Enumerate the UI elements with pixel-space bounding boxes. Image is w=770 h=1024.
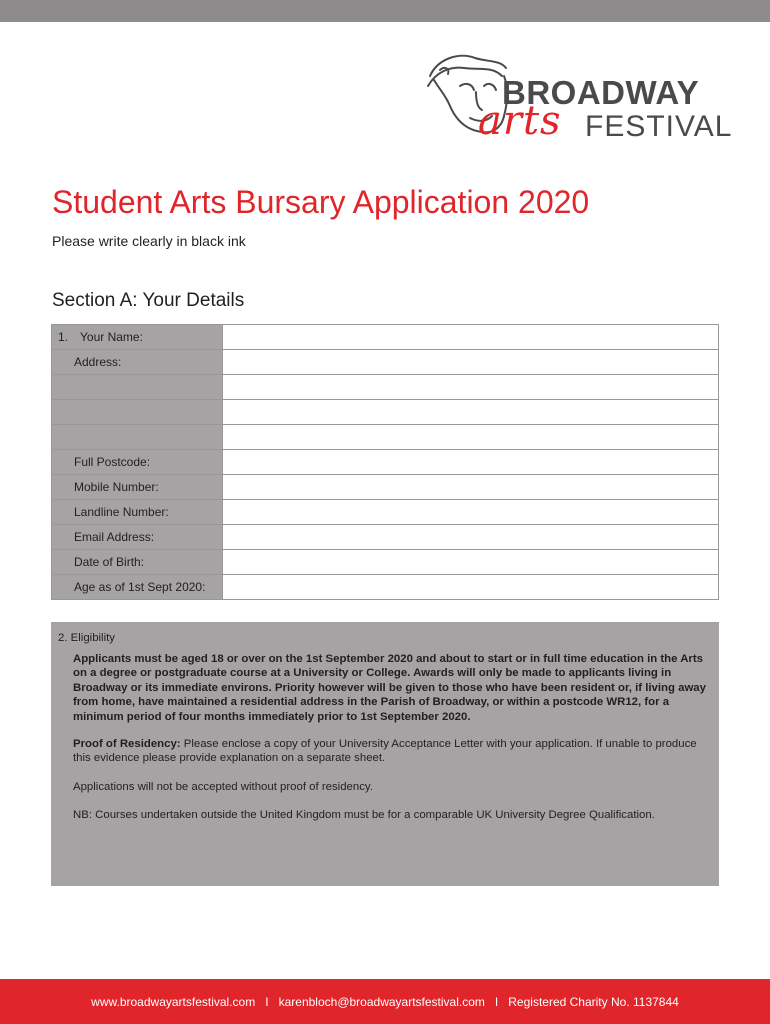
form-input-field[interactable] xyxy=(223,550,719,575)
form-row xyxy=(52,325,719,350)
footer-website-link[interactable]: www.broadwayartsfestival.com xyxy=(91,994,256,1009)
form-row xyxy=(52,575,719,600)
details-form-table xyxy=(51,324,719,600)
form-row xyxy=(52,375,719,400)
form-row-label: Your Name: xyxy=(80,330,143,344)
form-input-field[interactable] xyxy=(223,475,719,500)
broadway-arts-festival-logo xyxy=(420,46,733,156)
eligibility-heading: 2. Eligibility xyxy=(58,632,115,644)
form-row-label-cell xyxy=(52,325,223,350)
form-row-label: Date of Birth: xyxy=(74,555,145,569)
page-title: Student Arts Bursary Application 2020 xyxy=(52,184,590,220)
footer-charity-number: Registered Charity No. 1137844 xyxy=(508,994,679,1009)
proof-of-residency-text: Please enclose a copy of your University Acceptance Letter with your application. If unable to produce this evidence please provide explanation on a separate sheet. xyxy=(73,737,697,765)
form-input-field[interactable] xyxy=(223,525,719,550)
section-a-heading: Section A: Your Details xyxy=(52,290,245,311)
form-row xyxy=(52,550,719,575)
form-row xyxy=(52,350,719,375)
form-row-label-cell xyxy=(52,550,223,575)
form-row-label-cell xyxy=(52,475,223,500)
form-row-label: Mobile Number: xyxy=(74,480,159,494)
page-subtitle: Please write clearly in black ink xyxy=(52,233,246,249)
form-input-field[interactable] xyxy=(223,400,719,425)
logo-festival-text: FESTIVAL xyxy=(585,110,733,143)
form-row xyxy=(52,500,719,525)
form-row xyxy=(52,450,719,475)
form-input-field[interactable] xyxy=(223,325,719,350)
form-row-label: Address: xyxy=(74,355,122,369)
form-row-number: 1. xyxy=(58,330,69,344)
proof-of-residency-label: Proof of Residency: xyxy=(73,737,181,750)
footer-bar xyxy=(0,979,770,1024)
form-row-label-cell xyxy=(52,575,223,600)
form-row-label-cell xyxy=(52,525,223,550)
logo-arts-text: arts xyxy=(478,98,562,144)
form-row-label-cell xyxy=(52,400,223,425)
footer-separator: I xyxy=(494,994,499,1009)
top-bar xyxy=(0,0,770,22)
form-row-label-cell xyxy=(52,425,223,450)
eligibility-panel xyxy=(51,622,719,886)
footer-email-link[interactable]: karenbloch@broadwayartsfestival.com xyxy=(278,994,485,1009)
proof-of-residency-paragraph xyxy=(73,737,707,766)
form-row-label: Full Postcode: xyxy=(74,455,151,469)
form-row-label: Age as of 1st Sept 2020: xyxy=(74,580,206,594)
form-input-field[interactable] xyxy=(223,375,719,400)
form-row-label-cell xyxy=(52,450,223,475)
form-row xyxy=(52,475,719,500)
form-row-label: Landline Number: xyxy=(74,505,169,519)
form-input-field[interactable] xyxy=(223,425,719,450)
form-row-label-cell xyxy=(52,350,223,375)
footer-separator: I xyxy=(265,994,269,1009)
form-row xyxy=(52,425,719,450)
form-row xyxy=(52,525,719,550)
form-row xyxy=(52,400,719,425)
residency-note: Applications will not be accepted without proof of residency. xyxy=(73,780,373,793)
form-input-field[interactable] xyxy=(223,350,719,375)
nb-note: NB: Courses undertaken outside the United Kingdom must be for a comparable UK University Degree Qualification. xyxy=(73,809,655,822)
form-input-field[interactable] xyxy=(223,450,719,475)
form-input-field[interactable] xyxy=(223,500,719,525)
eligibility-requirements: Applicants must be aged 18 or over on the 1st September 2020 and about to start or in full time education in the Arts on a degree or postgraduate course at a University or College. Awards will only be made to applicants living in Broadway or its immediate environs. Priority however will be given to those who have been resident or, if living away from home, have maintained a residential address in the Parish of Broadway, or within a postcode WR12, for a minimum period of four months immediately prior to 1st September 2020. xyxy=(73,652,706,723)
logo-broadway-text: BROADWAY xyxy=(502,74,700,111)
form-row-label-cell xyxy=(52,375,223,400)
form-row-label-cell xyxy=(52,500,223,525)
form-row-label: Email Address: xyxy=(74,530,155,544)
form-input-field[interactable] xyxy=(223,575,719,600)
